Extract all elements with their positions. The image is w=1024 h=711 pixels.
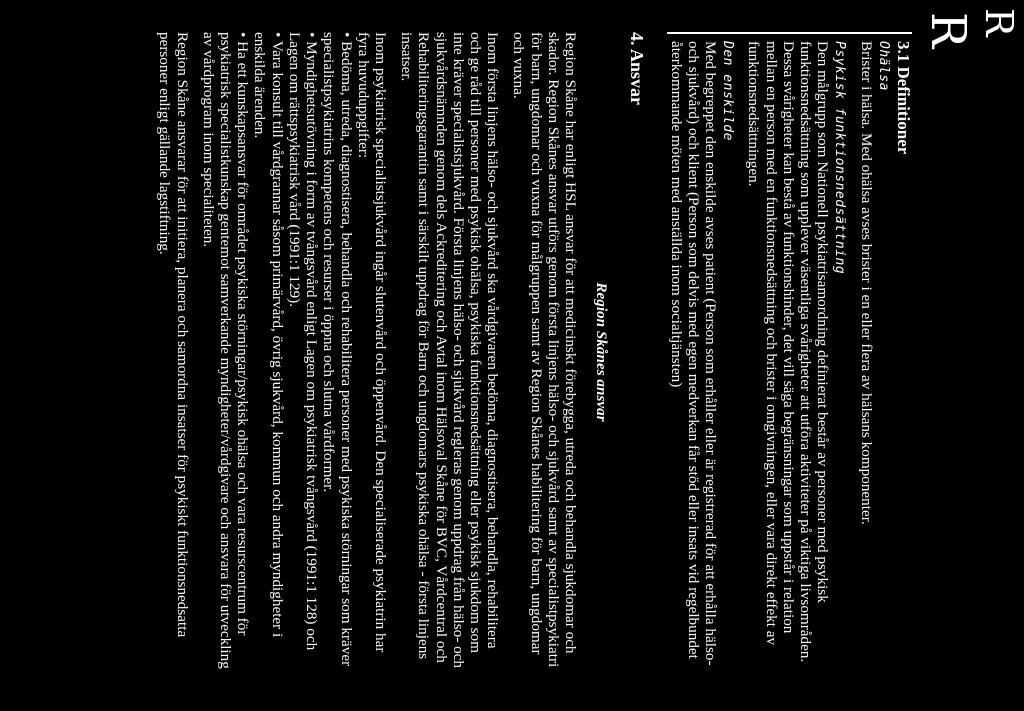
definitions-box — [667, 32, 912, 672]
term-psykisk-funktionsnedsattning: Psykisk funktionsnedsättning — [832, 41, 848, 275]
definition-ohalsa: Brister i hälsa. Med ohälsa avses brister i en eller flera av hälsans komponenter. — [857, 41, 875, 525]
section-3-1-heading: 3.1 Definitioner — [894, 41, 913, 155]
definition-psykisk-funktionsnedsattning: Den målgrupp som Nationell psykiatrisamordning definierat består av personer med psykisk funktionsnedsättning som upplever väsentliga svårigheter att utföra aktiviteter på viktiga livsområden. Dessa svårigheter kan bestå av funktionshinder, det vill säga begränsningar som uppstår i relation mellan en person med en funktionsnedsättning och brister i omgivningen, eller vara direkt effekt av funktionsnedsättningen. — [745, 41, 832, 663]
paragraph-4: Region Skåne ansvarar för att initiera, planera och samordna insatser för psykiskt funktionsnedsatta personer enligt gällande lagstiftning. — [156, 32, 191, 638]
paragraph-3: Inom psykiatrisk specialistsjukvård ingår slutenvård och öppenvård. Den specialiserade psykiatrin har fyra huvuduppgifter: — [354, 32, 389, 653]
handwritten-mark-top: R — [977, 8, 1021, 37]
term-den-enskilde: Den enskilde — [720, 41, 736, 141]
section-4-heading: 4. Ansvar — [627, 32, 648, 106]
main-tasks-list — [200, 32, 355, 672]
list-item: • Bedöma, utreda, diagnostisera, behandla och rehabilitera personer med psykiska störningar som kräver specialistpsykiatrins kompetens och resurser i öppna och slutna vårdformer. — [320, 32, 354, 672]
paragraph-2: Inom första linjens hälso- och sjukvård ska vårdgivaren bedöma, diagnostisera, behandla, rehabilitera och ge råd till personer med psykisk ohälsa, psykiska funktionsnedsättning eller psykisk sjukdom som inte kräver specialistsjukvård. Första linjens hälso- och sjukvård regleras genom uppdrag från hälso- och sjukvårdsnämnden genom dels Ackreditering och Avtal inom Hälsoval Skåne för BVC, Vårdcentral och Rehabiliteringsgarantin samt i särskilt uppdrag för Barn och ungdomars psykiska ohälsa - första linjens insatser. — [398, 32, 502, 669]
paragraph-1: Region Skåne har enligt HSL ansvar för att medicinskt förebygga, utreda och behandla sjukdomar och skador. Region Skånes ansvar utförs genom första linjens hälso- och sjukvård samt av specialistpsykiatri för barn, ungdomar och vuxna för målgruppen samt av Region Skånes habilitering för barn, ungdomar och vuxna. — [510, 32, 579, 668]
list-item: • Ha ett kunskapsansvar för området psykiska störningar/psykisk ohälsa och vara resurscentrum för psykiatrisk specialistkunskap gentemot samverkande myndigheter/vårdgivare och ansvara för utveckling av vårdprogram inom specialiteten. — [200, 32, 252, 672]
handwritten-mark-bottom: R — [920, 12, 976, 49]
term-ohalsa: Ohälsa — [875, 41, 891, 91]
list-item: • Vara konsult till vårdgrannar såsom primärvård, övrig sjukvård, kommun och andra myndigheter i enskilda ärenden. — [251, 32, 285, 672]
document-body — [156, 32, 912, 672]
definition-den-enskilde: Med begreppet den enskilde avses patient (Person som erhåller eller är registrerad för att erhålla hälso- och sjukvård) och klient (Person som delvis med egen medverkan får stöd eller insats vid regelbundet återkommande möten med anställda inom socialtjänsten) — [667, 41, 719, 666]
list-item: • Myndighetsutövning i form av tvångsvård enligt Lagen om psykiatrisk tvångsvård (1991:1 128) och Lagen om rättspsykiatrisk vård (1991:1 129). — [286, 32, 320, 672]
section-4-subheading: Region Skånes ansvar — [593, 282, 611, 422]
